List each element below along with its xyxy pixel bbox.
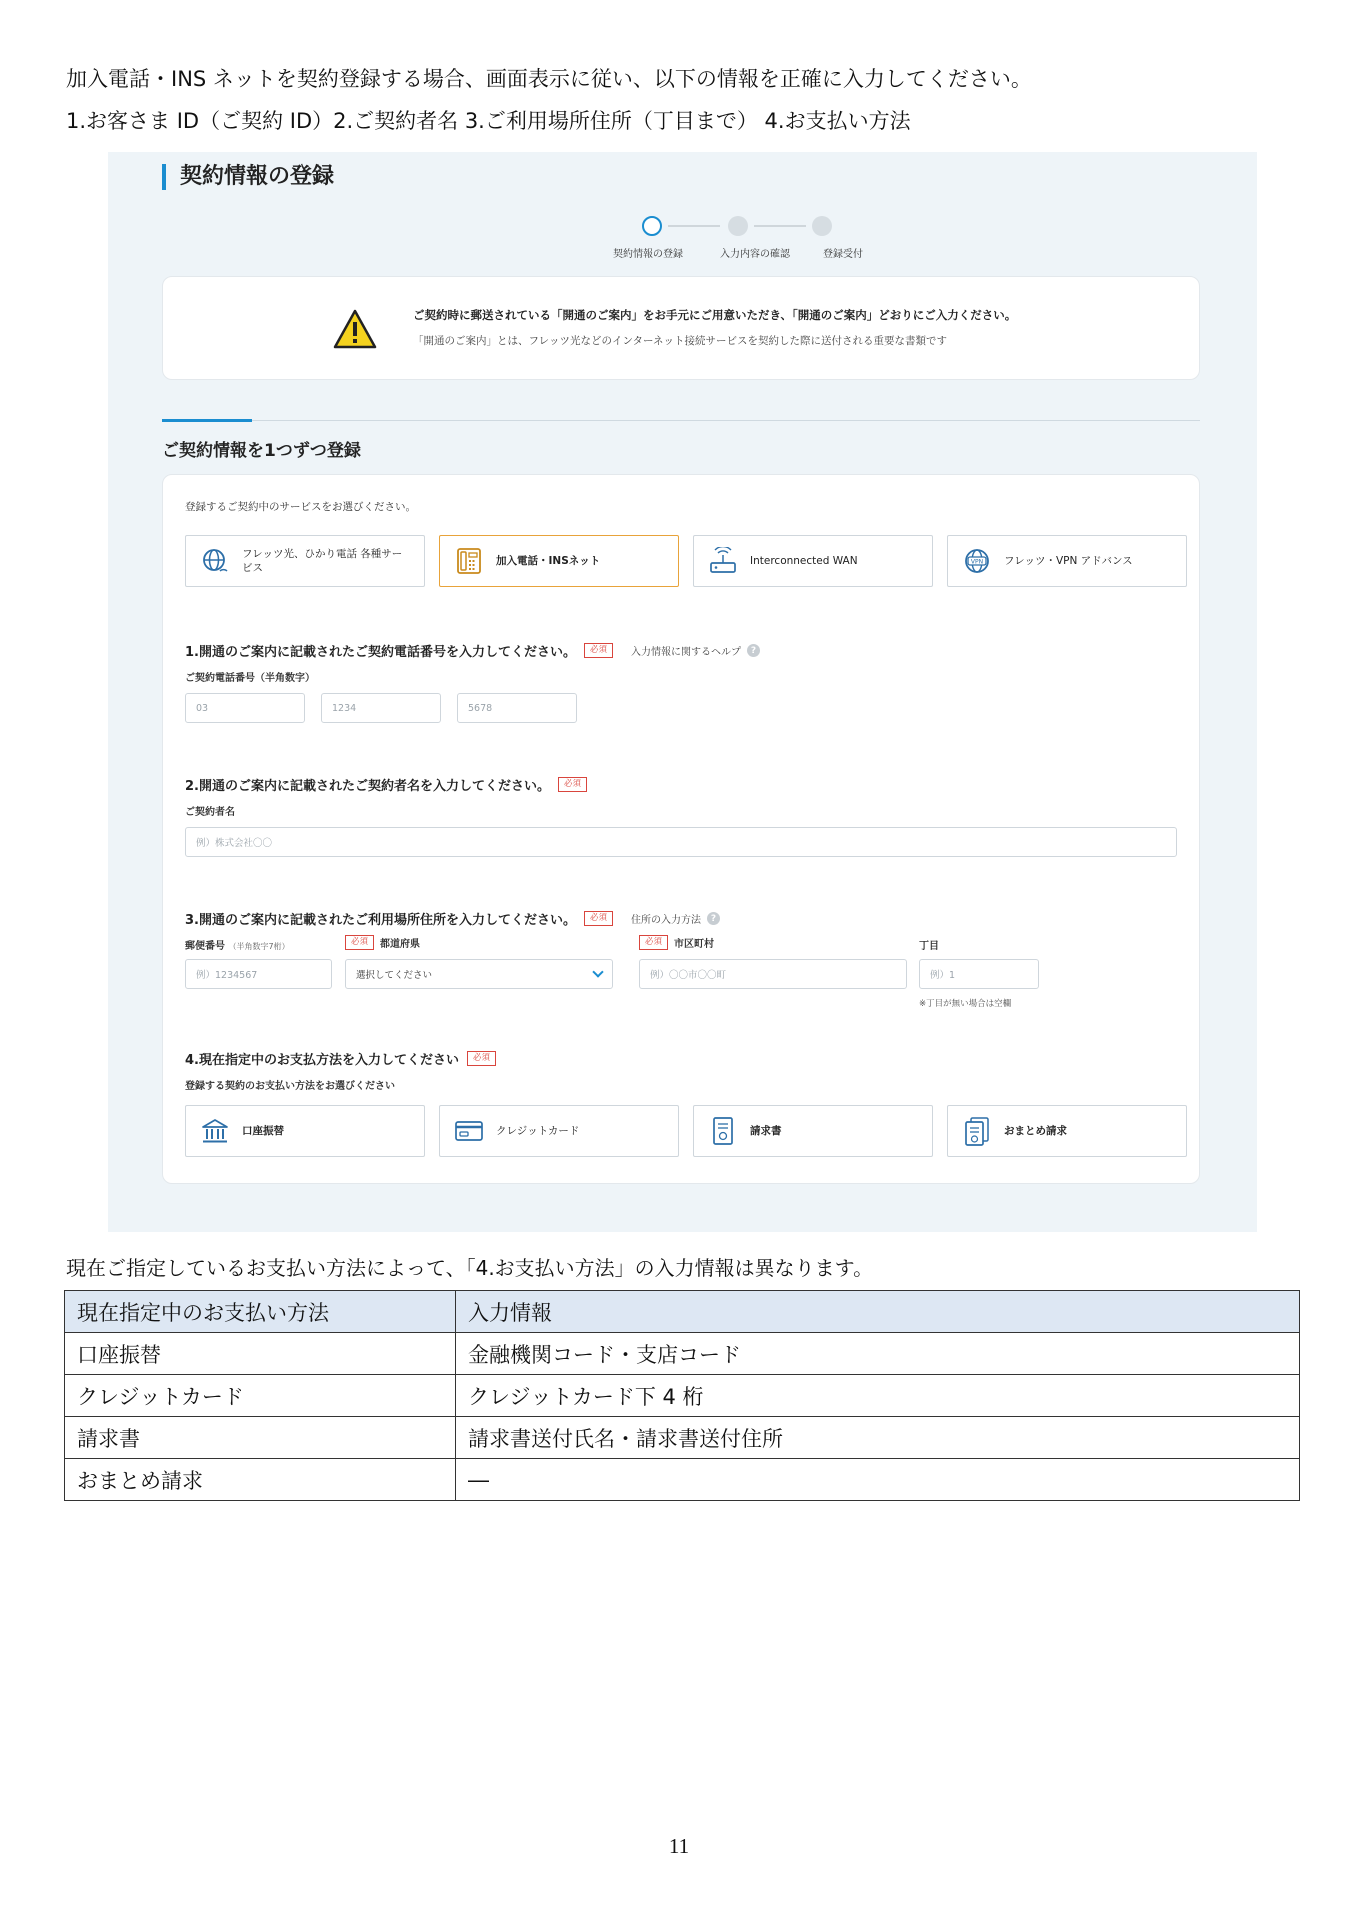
prefecture-label: 必須 都道府県 — [345, 935, 420, 950]
table-cell: ― — [456, 1459, 1300, 1501]
service-option-vpn-advance[interactable] — [947, 535, 1187, 587]
step-2-indicator — [728, 216, 748, 236]
service-label: Interconnected WAN — [750, 555, 858, 567]
chevron-down-icon — [592, 966, 603, 977]
table-cell: 口座振替 — [65, 1333, 456, 1375]
contract-form — [162, 474, 1200, 1184]
step-1-indicator — [642, 216, 662, 236]
vpn-globe-icon — [962, 546, 992, 576]
table-cell: おまとめ請求 — [65, 1459, 456, 1501]
intro-line-2: 1.お客さま ID（ご契約 ID）2.ご契約者名 3.ご利用場所住所（丁目まで） 4.お支払い方法 — [66, 109, 911, 133]
payment-option-bank-transfer[interactable] — [185, 1105, 425, 1157]
table-row — [65, 1375, 1300, 1417]
payment-info-table — [64, 1290, 1300, 1501]
notice-box — [162, 276, 1200, 380]
phone-exchange-input[interactable]: 1234 — [321, 693, 441, 723]
contractor-name-label: ご契約者名 — [185, 807, 235, 818]
warning-icon — [333, 309, 377, 349]
svg-text:VPN: VPN — [970, 558, 984, 566]
city-label: 必須 市区町村 — [639, 935, 714, 950]
question-mark-icon: ? — [747, 644, 760, 657]
city-input[interactable]: 例）〇〇市〇〇町 — [639, 959, 907, 989]
prefecture-select[interactable]: 選択してください — [345, 959, 613, 989]
question-mark-icon: ? — [707, 912, 720, 925]
service-option-interconnected-wan[interactable] — [693, 535, 933, 587]
payment-method-prompt: 登録する契約のお支払い方法をお選びください — [185, 1081, 395, 1092]
question-3-title: 3.開通のご案内に記載されたご利用場所住所を入力してください。 — [185, 913, 576, 928]
payment-option-bundle-invoice[interactable] — [947, 1105, 1187, 1157]
table-cell: 請求書送付氏名・請求書送付住所 — [456, 1417, 1300, 1459]
question-1 — [185, 641, 760, 660]
phone-subscriber-input[interactable]: 5678 — [457, 693, 577, 723]
postal-code-label: 郵便番号 （半角数字7桁） — [185, 941, 290, 952]
service-label: フレッツ・VPN アドバンス — [1004, 555, 1133, 567]
step-3-indicator — [812, 216, 832, 236]
notice-text-2: 「開通のご案内」とは、フレッツ光などのインターネット接続サービスを契約した際に送付される重要な書類です — [413, 335, 948, 347]
step-connector — [754, 225, 806, 227]
table-header-row — [65, 1291, 1300, 1333]
table-cell: 請求書 — [65, 1417, 456, 1459]
intro-text — [66, 58, 1032, 142]
registration-screenshot — [108, 152, 1257, 1232]
page-title: 契約情報の登録 — [162, 164, 334, 190]
progress-steps — [528, 212, 828, 272]
section-title: ご契約情報を1つずつ登録 — [162, 441, 361, 461]
service-label: 加入電話・INSネット — [496, 555, 601, 567]
required-badge: 必須 — [584, 911, 613, 926]
column-header: 現在指定中のお支払い方法 — [65, 1291, 456, 1333]
table-cell: クレジットカード — [65, 1375, 456, 1417]
question-1-title: 1.開通のご案内に記載されたご契約電話番号を入力してください。 — [185, 645, 576, 660]
chome-note: ※丁目が無い場合は空欄 — [919, 999, 1012, 1009]
payment-label: 請求書 — [750, 1125, 782, 1137]
credit-card-icon — [454, 1116, 484, 1146]
table-row — [65, 1417, 1300, 1459]
invoice-icon — [708, 1116, 738, 1146]
page-number: 11 — [668, 1834, 690, 1858]
phone-number-label: ご契約電話番号（半角数字） — [185, 673, 315, 684]
required-badge: 必須 — [584, 643, 613, 658]
payment-option-invoice[interactable] — [693, 1105, 933, 1157]
column-header: 入力情報 — [456, 1291, 1300, 1333]
table-caption: 現在ご指定しているお支払い方法によって、「4.お支払い方法」の入力情報は異なります。 — [66, 1256, 874, 1280]
service-prompt: 登録するご契約中のサービスをお選びください。 — [185, 501, 416, 513]
globe-wifi-icon — [200, 546, 230, 576]
chome-label: 丁目 — [919, 941, 939, 952]
required-badge: 必須 — [558, 777, 587, 792]
bank-icon — [200, 1116, 230, 1146]
service-label: フレッツ光、ひかり電話 各種サービス — [242, 548, 403, 574]
section-divider-accent — [162, 419, 252, 422]
bundle-invoice-icon — [962, 1116, 992, 1146]
payment-label: クレジットカード — [496, 1125, 580, 1137]
router-icon — [708, 546, 738, 576]
phone-area-code-input[interactable]: 03 — [185, 693, 305, 723]
table-row — [65, 1333, 1300, 1375]
question-4 — [185, 1049, 496, 1068]
payment-label: 口座振替 — [242, 1125, 284, 1137]
address-help-link[interactable]: 住所の入力方法 ? — [631, 911, 720, 926]
phone-icon — [454, 546, 484, 576]
intro-line-1: 加入電話・INS ネットを契約登録する場合、画面表示に従い、以下の情報を正確に入力してください。 — [66, 67, 1032, 91]
question-4-title: 4.現在指定中のお支払方法を入力してください — [185, 1053, 459, 1068]
payment-label: おまとめ請求 — [1004, 1125, 1067, 1137]
step-1-label: 契約情報の登録 — [613, 249, 683, 260]
chome-input[interactable]: 例）1 — [919, 959, 1039, 989]
question-2 — [185, 775, 587, 794]
contractor-name-input[interactable]: 例）株式会社〇〇 — [185, 827, 1177, 857]
table-cell: クレジットカード下 4 桁 — [456, 1375, 1300, 1417]
question-2-title: 2.開通のご案内に記載されたご契約者名を入力してください。 — [185, 779, 550, 794]
section-divider — [162, 420, 1200, 421]
service-option-phone-ins[interactable] — [439, 535, 679, 587]
step-3-label: 登録受付 — [823, 249, 863, 260]
notice-text-1: ご契約時に郵送されている「開通のご案内」をお手元にご用意いただき、「開通のご案内」どおりにご入力ください。 — [413, 308, 1017, 322]
table-cell: 金融機関コード・支店コード — [456, 1333, 1300, 1375]
help-link[interactable]: 入力情報に関するヘルプ ? — [631, 643, 760, 658]
service-option-flets[interactable] — [185, 535, 425, 587]
required-badge: 必須 — [467, 1051, 496, 1066]
postal-code-input[interactable]: 例）1234567 — [185, 959, 332, 989]
step-2-label: 入力内容の確認 — [720, 249, 790, 260]
step-connector — [668, 225, 720, 227]
table-row — [65, 1459, 1300, 1501]
payment-option-credit-card[interactable] — [439, 1105, 679, 1157]
question-3 — [185, 909, 720, 928]
